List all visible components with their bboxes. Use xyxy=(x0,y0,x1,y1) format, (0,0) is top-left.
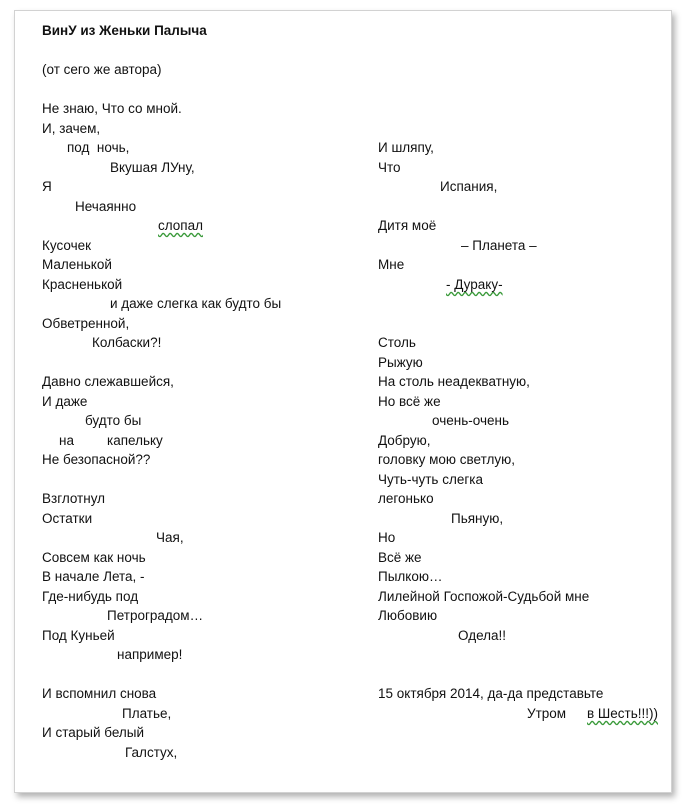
poem-line: Дитя моё xyxy=(378,218,437,233)
poem-line: Что xyxy=(378,160,401,175)
poem-line: Я xyxy=(42,179,52,194)
poem-line: легонько xyxy=(378,491,434,506)
poem-line: Но всё же xyxy=(378,394,441,409)
poem-line: Рыжую xyxy=(378,355,423,370)
poem-line: Взглотнул xyxy=(42,491,106,506)
poem-line: будто бы xyxy=(85,413,142,428)
poem-line: И шляпу, xyxy=(378,140,434,155)
poem-line: Петроградом… xyxy=(107,608,204,623)
poem-line: Пылкою… xyxy=(378,569,443,584)
poem-line: Колбаски?! xyxy=(92,335,162,350)
poem-line: Не безопасной?? xyxy=(42,452,151,467)
poem-line: Пьяную, xyxy=(451,511,504,526)
poem-line-spellcheck: - Дураку- xyxy=(446,277,503,292)
poem-line: очень-очень xyxy=(432,413,509,428)
poem-line: Добрую, xyxy=(378,433,431,448)
poem-line: Маленькой xyxy=(42,257,112,272)
poem-line: Обветренной, xyxy=(42,316,130,331)
poem-line: Любовию xyxy=(378,608,438,623)
poem-line: Совсем как ночь xyxy=(42,550,146,565)
poem-line: Нечаянно xyxy=(75,199,137,214)
poem-line-spellcheck: в Шесть!!!)) xyxy=(587,706,659,721)
poem-line: Где-нибудь под xyxy=(42,589,139,604)
poem-line: Утром xyxy=(527,706,567,721)
poem-line: капельку xyxy=(107,433,163,448)
poem-line: И, зачем, xyxy=(42,121,101,136)
poem-line-spellcheck: слопал xyxy=(158,218,203,233)
poem-line: Давно слежавшейся, xyxy=(42,374,174,389)
poem-line: головку мою светлую, xyxy=(378,452,515,467)
poem-line: Остатки xyxy=(42,511,93,526)
poem-line: например! xyxy=(117,647,183,662)
poem-line: Под Куньей xyxy=(42,628,115,643)
poem-line: Не знаю, Что со мной. xyxy=(42,101,182,116)
document-page xyxy=(14,10,672,793)
poem-line: На столь неадекватную, xyxy=(378,374,530,389)
poem-line: В начале Лета, - xyxy=(42,569,145,584)
document-subtitle: (от сего же автора) xyxy=(42,62,162,77)
poem-line: Платье, xyxy=(122,706,172,721)
poem-line: под ночь, xyxy=(67,140,130,155)
poem-line: Столь xyxy=(378,335,416,350)
poem-line: Вкушая ЛУну, xyxy=(110,160,195,175)
poem-line: Чуть-чуть слегка xyxy=(378,472,483,487)
poem-line: Но xyxy=(378,530,396,545)
poem-line: Одела!! xyxy=(458,628,507,643)
poem-line: Всё же xyxy=(378,550,422,565)
poem-line: Красненькой xyxy=(42,277,123,292)
poem-line: Чая, xyxy=(156,530,184,545)
poem-line: И старый белый xyxy=(42,725,145,740)
poem-line: на xyxy=(59,433,74,448)
poem-line: Мне xyxy=(378,257,405,272)
poem-line: И даже xyxy=(42,394,88,409)
poem-line: И вспомнил снова xyxy=(42,686,157,701)
poem-line: и даже слегка как будто бы xyxy=(110,296,282,311)
poem-line: Лилейной Госпожой-Судьбой мне xyxy=(378,589,590,604)
poem-date-line: 15 октября 2014, да-да представьте xyxy=(378,686,604,701)
poem-line: Кусочек xyxy=(42,238,92,253)
poem-line: Галстух, xyxy=(125,745,178,760)
poem-line: Испания, xyxy=(440,179,498,194)
poem-line: – Планета – xyxy=(461,238,537,253)
document-title: ВинУ из Женьки Палыча xyxy=(42,23,207,38)
